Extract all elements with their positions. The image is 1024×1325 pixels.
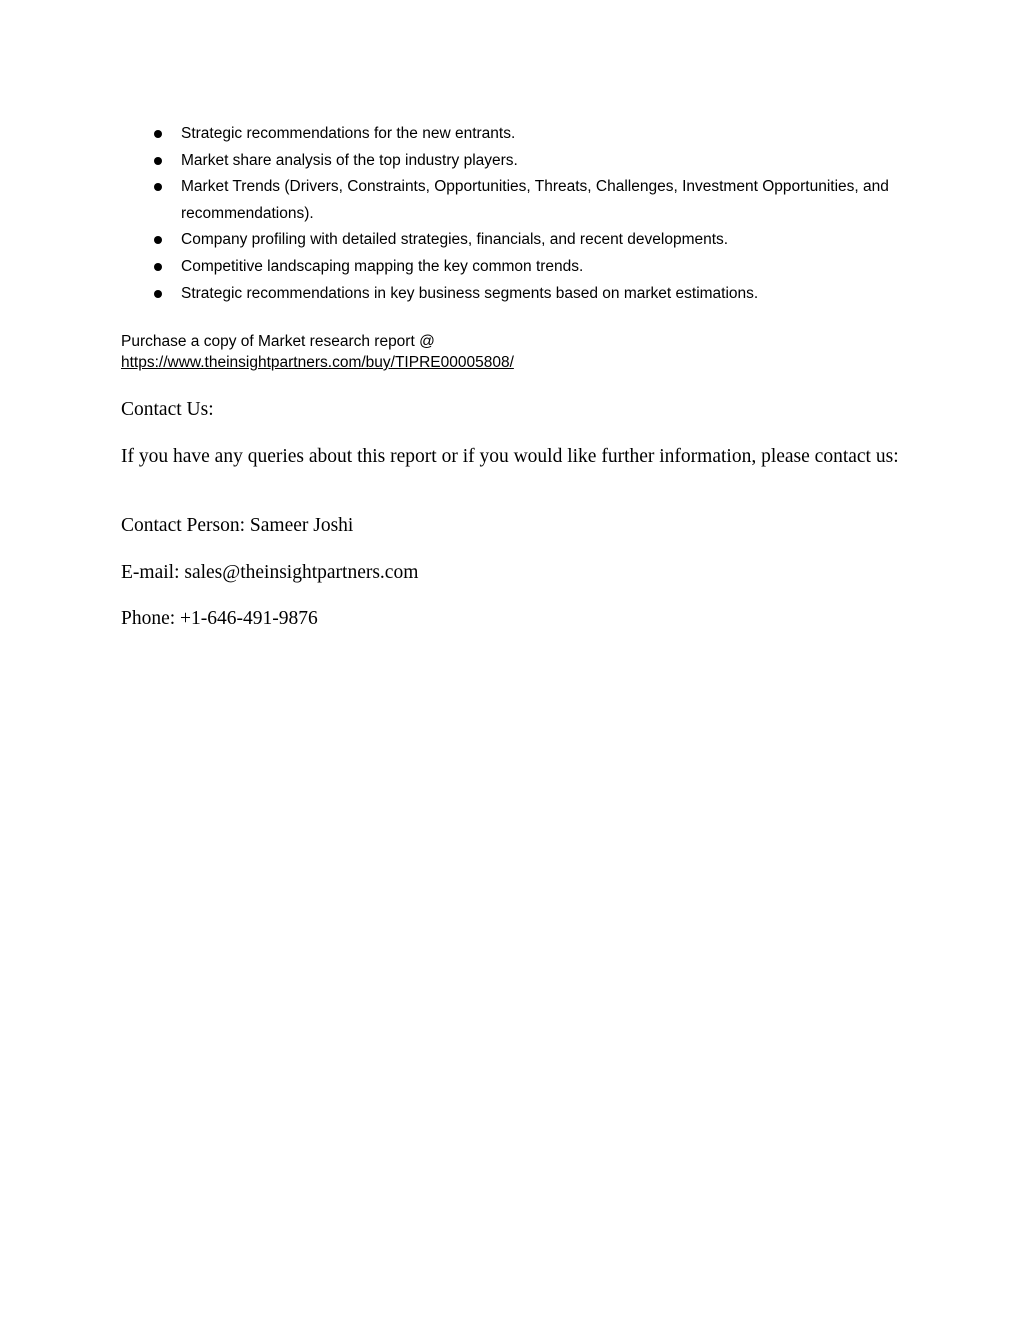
bullet-text: Market share analysis of the top industry players. — [181, 151, 518, 169]
bullet-text: Market Trends (Drivers, Constraints, Opportunities, Threats, Challenges, Investment Opportunities, and recommendations). — [181, 178, 889, 222]
contact-heading: Contact Us: — [121, 399, 214, 420]
bullet-text: Strategic recommendations in key business segments based on market estimations. — [181, 284, 759, 302]
bullet-icon — [154, 236, 162, 244]
features-bullet-list — [121, 121, 901, 307]
list-item — [121, 254, 901, 281]
list-item — [121, 121, 901, 148]
bullet-text: Competitive landscaping mapping the key common trends. — [181, 257, 584, 275]
purchase-block — [121, 331, 881, 373]
contact-intro: If you have any queries about this report or if you would like further information, please contact us: — [121, 446, 899, 467]
list-item — [121, 174, 901, 227]
bullet-icon — [154, 130, 162, 138]
list-item — [121, 148, 901, 175]
bullet-text: Company profiling with detailed strategies, financials, and recent developments. — [181, 231, 729, 249]
bullet-icon — [154, 183, 162, 191]
list-item — [121, 281, 901, 308]
contact-phone: Phone: +1-646-491-9876 — [121, 608, 318, 629]
bullet-icon — [154, 290, 162, 298]
bullet-icon — [154, 157, 162, 165]
bullet-text: Strategic recommendations for the new entrants. — [181, 125, 516, 142]
contact-email: E-mail: sales@theinsightpartners.com — [121, 562, 419, 583]
list-item — [121, 227, 901, 254]
bullet-icon — [154, 263, 162, 271]
purchase-link[interactable]: https://www.theinsightpartners.com/buy/TIPRE00005808/ — [121, 354, 514, 371]
purchase-text: Purchase a copy of Market research report @ — [121, 333, 435, 350]
contact-person: Contact Person: Sameer Joshi — [121, 515, 354, 536]
